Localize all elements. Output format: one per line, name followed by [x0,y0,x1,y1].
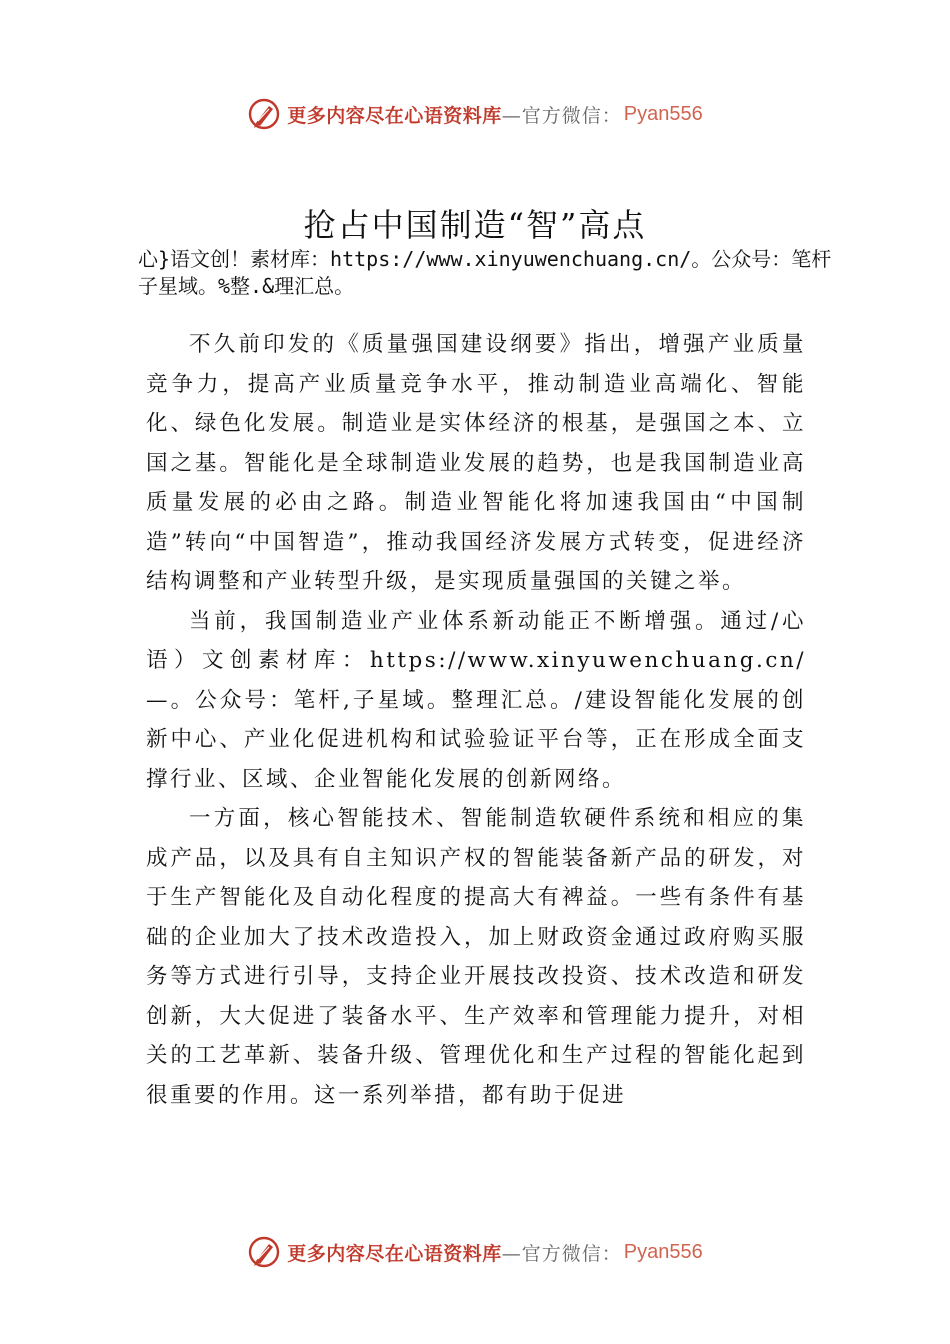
paragraph: 不久前印发的《质量强国建设纲要》指出，增强产业质量竞争力，提高产业质量竞争水平，推动制造业高端化、智能化、绿色化发展。制造业是实体经济的根基，是强国之本、立国之基。智能化是全球制造业发展的趋势，也是我国制造业高质量发展的必由之路。制造业智能化将加速我国由“中国制造”转向“中国智造”，推动我国经济发展方式转变，促进经济结构调整和产业转型升级，是实现质量强国的关键之举。 [146,332,806,594]
banner-title: 更多内容尽在心语资料库 [287,1242,502,1265]
source-line: 心}语文创！素材库：https://www.xinyuwenchuang.cn/。公众号：笔杆子星域。%整.&理汇总。 [138,247,832,298]
pen-nib-logo-icon [247,1235,281,1269]
banner-wechat-handle: Pyan556 [623,102,703,125]
article-body [146,325,806,1115]
banner-wechat-handle: Pyan556 [623,1240,703,1263]
footer-banner [0,1232,950,1272]
banner-title: 更多内容尽在心语资料库 [287,104,502,127]
pen-nib-logo-icon [247,97,281,131]
header-banner [0,94,950,134]
paragraph: 一方面，核心智能技术、智能制造软硬件系统和相应的集成产品，以及具有自主知识产权的智能装备新产品的研发，对于生产智能化及自动化程度的提高大有裨益。一些有条件有基础的企业加大了技术改造投入，加上财政资金通过政府购买服务等方式进行引导，支持企业开展技改投资、技术改造和研发创新，大大促进了装备水平、生产效率和管理能力提升，对相关的工艺革新、装备升级、管理优化和生产过程的智能化起到很重要的作用。这一系列举措，都有助于促进 [146,806,806,1108]
banner-wechat-label: —官方微信： [501,104,622,127]
banner-wechat-label: —官方微信： [501,1242,622,1265]
article-title: 抢占中国制造“智”高点 [303,206,647,244]
paragraph: 当前，我国制造业产业体系新动能正不断增强。通过/心语）文创素材库：https://www.xinyuwenchuang.cn/—。公众号：笔杆,子星域。整理汇总。/建设智能化发展的创新中心、产业化促进机构和试验验证平台等，正在形成全面支撑行业、区域、企业智能化发展的创新网络。 [146,608,806,792]
